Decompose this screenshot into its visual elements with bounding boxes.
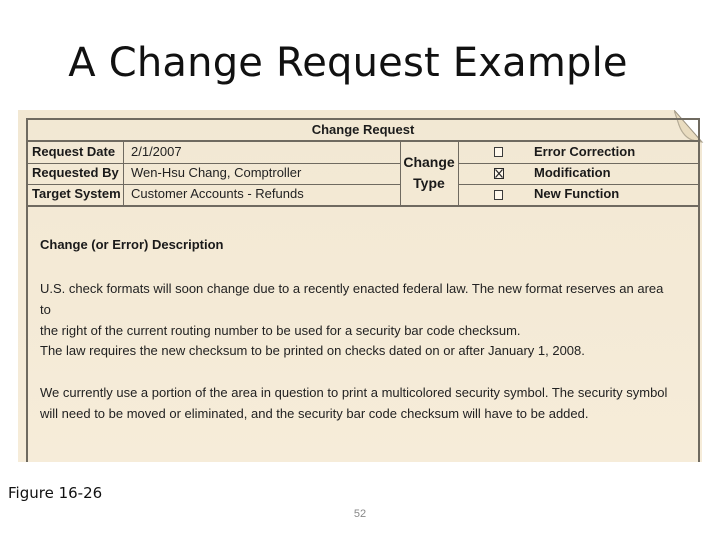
field-row (28, 163, 400, 183)
section-divider (28, 205, 700, 207)
field-row (28, 142, 400, 162)
field-value: 2/1/2007 (131, 144, 182, 159)
description-paragraph (40, 382, 676, 424)
page-number: 52 (353, 508, 367, 520)
description-paragraph (40, 278, 676, 341)
change-type-label-line: Type (413, 175, 445, 191)
checkbox-checked-icon[interactable] (494, 168, 504, 179)
paragraph-line: The law requires the new checksum to be printed on checks dated on or after January 1, 2008. (40, 343, 585, 358)
slide-title: A Change Request Example (68, 40, 628, 86)
description-paragraph (40, 340, 676, 361)
description-title: Change (or Error) Description (40, 237, 224, 252)
change-type-label (400, 142, 458, 205)
change-request-form (18, 110, 708, 462)
paragraph-line: will need to be moved or eliminated, and the security bar code checksum will have to be added. (40, 406, 589, 421)
paragraph-line: We currently use a portion of the area in question to print a multicolored security symbol. The security symbol (40, 385, 668, 400)
form-panel (26, 118, 700, 462)
change-type-option[interactable] (458, 142, 700, 162)
figure-caption: Figure 16-26 (8, 484, 103, 502)
option-label: Modification (534, 165, 611, 180)
field-value: Customer Accounts - Refunds (131, 186, 304, 201)
option-label: New Function (534, 186, 620, 201)
field-label: Target System (32, 186, 121, 201)
field-label: Requested By (32, 165, 119, 180)
field-label: Request Date (32, 144, 116, 159)
paragraph-line: the right of the current routing number to be used for a security bar code checksum. (40, 323, 521, 338)
change-type-option[interactable] (458, 184, 700, 204)
checkbox-unchecked-icon[interactable] (494, 190, 503, 200)
checkbox-unchecked-icon[interactable] (494, 147, 503, 157)
field-value: Wen-Hsu Chang, Comptroller (131, 165, 302, 180)
paragraph-line: U.S. check formats will soon change due to a recently enacted federal law. The new format reserves an area to (40, 281, 664, 317)
form-header: Change Request (28, 120, 698, 142)
change-type-option[interactable] (458, 163, 700, 183)
field-row (28, 184, 400, 204)
option-label: Error Correction (534, 144, 636, 159)
change-type-label-line: Change (403, 154, 455, 170)
